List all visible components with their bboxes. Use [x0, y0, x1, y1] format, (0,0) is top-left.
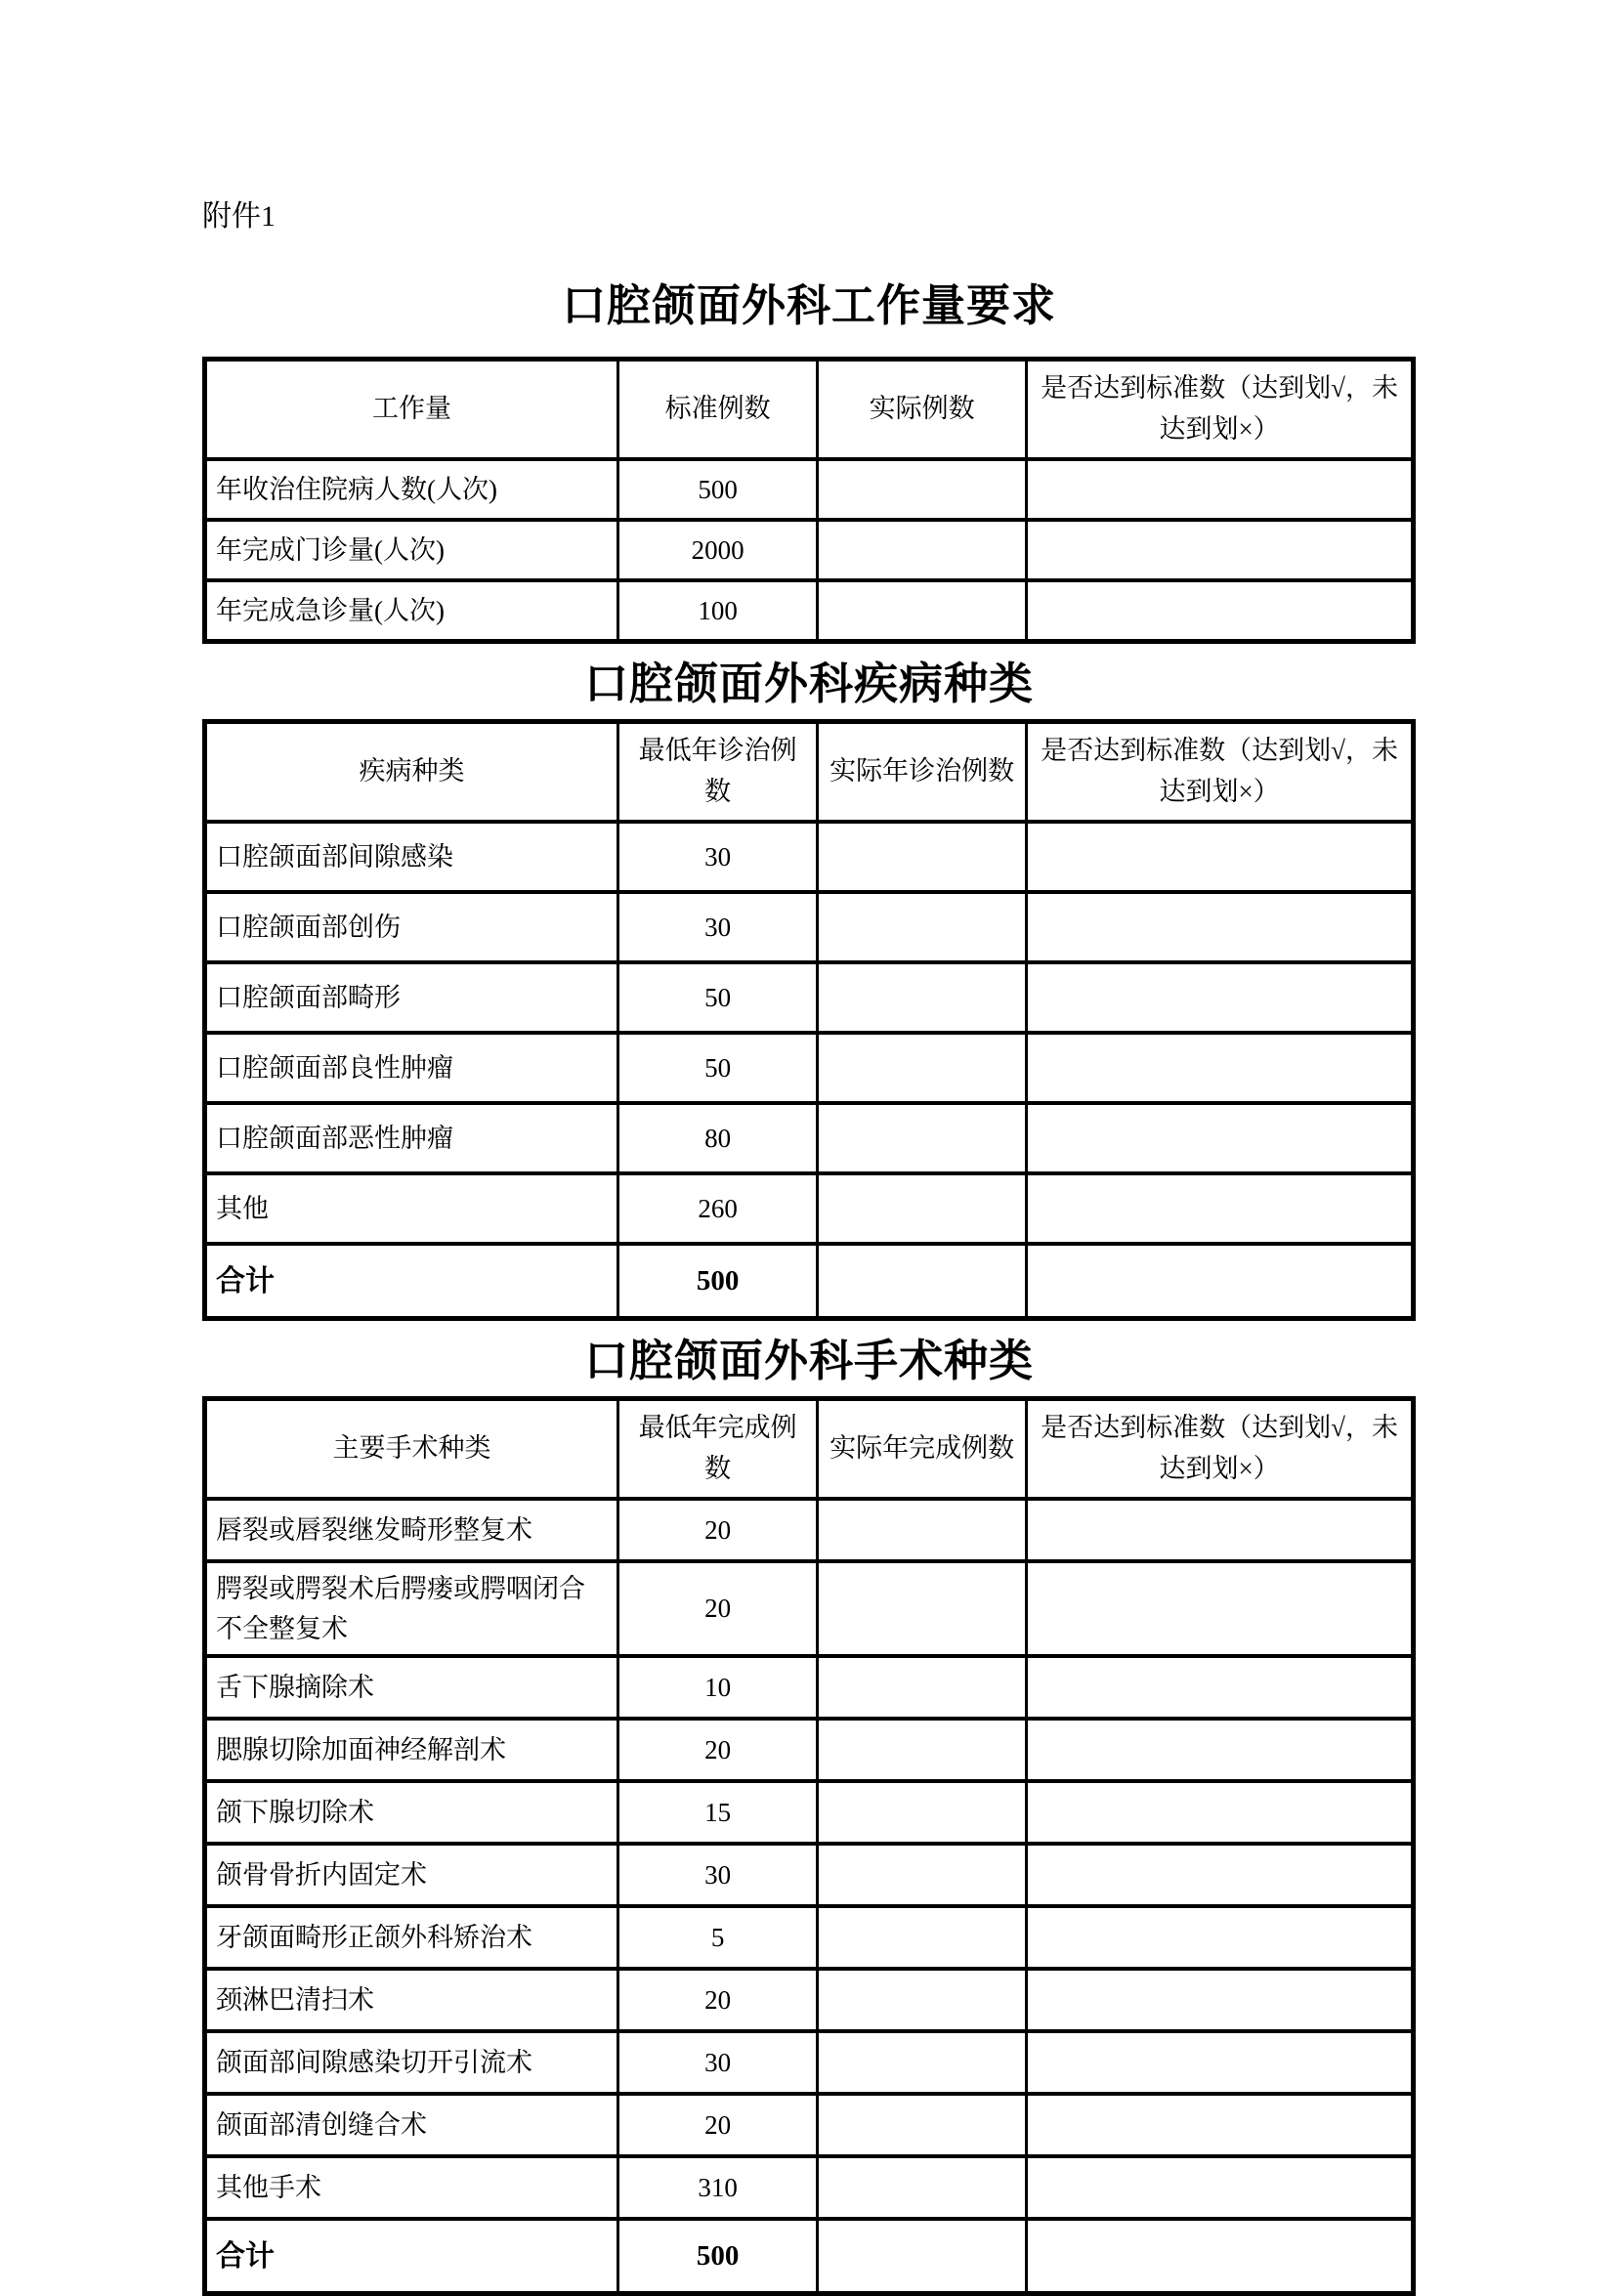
- table-row: [205, 892, 1414, 962]
- met-standard-cell: [1027, 2094, 1414, 2156]
- col-header-standard-cases: 标准例数: [618, 360, 818, 460]
- actual-value-cell: [818, 2031, 1027, 2094]
- standard-value: 5: [618, 1906, 818, 1969]
- met-standard-cell: [1027, 1906, 1414, 1969]
- attachment-label: 附件1: [202, 200, 276, 233]
- document-content: [202, 191, 1416, 2296]
- actual-value-cell: [818, 1244, 1027, 1319]
- met-standard-cell: [1027, 962, 1414, 1033]
- table-row: [205, 1244, 1414, 1319]
- standard-value: 30: [618, 822, 818, 892]
- surgery-table: [202, 1396, 1416, 2296]
- met-standard-cell: [1027, 2156, 1414, 2219]
- table-row: [205, 1033, 1414, 1103]
- standard-value: 50: [618, 962, 818, 1033]
- met-standard-cell: [1027, 1244, 1414, 1319]
- standard-value: 30: [618, 2031, 818, 2094]
- row-label: 合计: [205, 1244, 618, 1319]
- actual-value-cell: [818, 1103, 1027, 1173]
- row-label: 年完成急诊量(人次): [205, 580, 618, 642]
- met-standard-cell: [1027, 822, 1414, 892]
- actual-value-cell: [818, 1499, 1027, 1561]
- standard-value: 15: [618, 1781, 818, 1844]
- col-header-met-standard: 是否达到标准数（达到划√，未达到划×）: [1027, 1399, 1414, 1500]
- table-row: [205, 1499, 1414, 1561]
- col-header-surgery-type: 主要手术种类: [205, 1399, 618, 1500]
- actual-value-cell: [818, 1033, 1027, 1103]
- actual-value-cell: [818, 459, 1027, 520]
- met-standard-cell: [1027, 892, 1414, 962]
- col-header-met-standard: 是否达到标准数（达到划√，未达到划×）: [1027, 360, 1414, 460]
- table-row: [205, 520, 1414, 580]
- workload-header-row: [205, 360, 1414, 460]
- workload-table: [202, 357, 1416, 644]
- row-label: 颌面部清创缝合术: [205, 2094, 618, 2156]
- met-standard-cell: [1027, 459, 1414, 520]
- met-standard-cell: [1027, 2219, 1414, 2294]
- standard-value: 80: [618, 1103, 818, 1173]
- actual-value-cell: [818, 962, 1027, 1033]
- standard-value: 20: [618, 1561, 818, 1656]
- actual-value-cell: [818, 1719, 1027, 1781]
- met-standard-cell: [1027, 1033, 1414, 1103]
- table-row: [205, 1781, 1414, 1844]
- col-header-min-annual-completed: 最低年完成例数: [618, 1399, 818, 1500]
- actual-value-cell: [818, 1969, 1027, 2031]
- table-row: [205, 962, 1414, 1033]
- standard-value: 20: [618, 2094, 818, 2156]
- met-standard-cell: [1027, 1969, 1414, 2031]
- table-row: [205, 580, 1414, 642]
- row-label: 合计: [205, 2219, 618, 2294]
- col-header-actual-annual-cases: 实际年诊治例数: [818, 722, 1027, 823]
- row-label: 颈淋巴清扫术: [205, 1969, 618, 2031]
- disease-table: [202, 719, 1416, 1321]
- row-label: 其他: [205, 1173, 618, 1244]
- row-label: 牙颌面畸形正颌外科矫治术: [205, 1906, 618, 1969]
- col-header-actual-cases: 实际例数: [818, 360, 1027, 460]
- row-label: 唇裂或唇裂继发畸形整复术: [205, 1499, 618, 1561]
- actual-value-cell: [818, 1844, 1027, 1906]
- table-row: [205, 822, 1414, 892]
- col-header-workload: 工作量: [205, 360, 618, 460]
- met-standard-cell: [1027, 580, 1414, 642]
- met-standard-cell: [1027, 1103, 1414, 1173]
- row-label: 其他手术: [205, 2156, 618, 2219]
- actual-value-cell: [818, 580, 1027, 642]
- table-row: [205, 459, 1414, 520]
- met-standard-cell: [1027, 1781, 1414, 1844]
- surgery-header-row: [205, 1399, 1414, 1500]
- standard-value: 500: [618, 459, 818, 520]
- actual-value-cell: [818, 1781, 1027, 1844]
- row-label: 口腔颌面部良性肿瘤: [205, 1033, 618, 1103]
- section-title-diseases: 口腔颌面外科疾病种类: [583, 659, 1034, 708]
- standard-value: 30: [618, 892, 818, 962]
- actual-value-cell: [818, 2094, 1027, 2156]
- table-row: [205, 2031, 1414, 2094]
- table-row: [205, 2156, 1414, 2219]
- actual-value-cell: [818, 1656, 1027, 1719]
- row-label: 腭裂或腭裂术后腭瘘或腭咽闭合不全整复术: [205, 1561, 618, 1656]
- standard-value: 100: [618, 580, 818, 642]
- met-standard-cell: [1027, 1561, 1414, 1656]
- actual-value-cell: [818, 1561, 1027, 1656]
- met-standard-cell: [1027, 1499, 1414, 1561]
- table-row: [205, 1656, 1414, 1719]
- table-row: [205, 1844, 1414, 1906]
- standard-value: 500: [618, 1244, 818, 1319]
- row-label: 颌骨骨折内固定术: [205, 1844, 618, 1906]
- met-standard-cell: [1027, 1656, 1414, 1719]
- standard-value: 20: [618, 1719, 818, 1781]
- section-title-workload: 口腔颌面外科工作量要求: [561, 281, 1056, 330]
- table-row: [205, 1561, 1414, 1656]
- met-standard-cell: [1027, 1719, 1414, 1781]
- table-row: [205, 1906, 1414, 1969]
- standard-value: 20: [618, 1499, 818, 1561]
- actual-value-cell: [818, 892, 1027, 962]
- actual-value-cell: [818, 2219, 1027, 2294]
- table-row: [205, 1103, 1414, 1173]
- met-standard-cell: [1027, 1173, 1414, 1244]
- row-label: 口腔颌面部创伤: [205, 892, 618, 962]
- row-label: 舌下腺摘除术: [205, 1656, 618, 1719]
- col-header-actual-annual-completed: 实际年完成例数: [818, 1399, 1027, 1500]
- actual-value-cell: [818, 1906, 1027, 1969]
- row-label: 颌下腺切除术: [205, 1781, 618, 1844]
- section-title-surgeries: 口腔颌面外科手术种类: [583, 1337, 1034, 1385]
- actual-value-cell: [818, 1173, 1027, 1244]
- standard-value: 10: [618, 1656, 818, 1719]
- table-row: [205, 1173, 1414, 1244]
- standard-value: 50: [618, 1033, 818, 1103]
- actual-value-cell: [818, 520, 1027, 580]
- col-header-met-standard: 是否达到标准数（达到划√，未达到划×）: [1027, 722, 1414, 823]
- table-row: [205, 1969, 1414, 2031]
- row-label: 口腔颌面部畸形: [205, 962, 618, 1033]
- table-row: [205, 2219, 1414, 2294]
- standard-value: 30: [618, 1844, 818, 1906]
- actual-value-cell: [818, 2156, 1027, 2219]
- row-label: 年收治住院病人数(人次): [205, 459, 618, 520]
- row-label: 年完成门诊量(人次): [205, 520, 618, 580]
- standard-value: 310: [618, 2156, 818, 2219]
- col-header-min-annual-cases: 最低年诊治例数: [618, 722, 818, 823]
- row-label: 颌面部间隙感染切开引流术: [205, 2031, 618, 2094]
- disease-header-row: [205, 722, 1414, 823]
- row-label: 口腔颌面部恶性肿瘤: [205, 1103, 618, 1173]
- standard-value: 260: [618, 1173, 818, 1244]
- table-row: [205, 1719, 1414, 1781]
- table-row: [205, 2094, 1414, 2156]
- standard-value: 500: [618, 2219, 818, 2294]
- standard-value: 20: [618, 1969, 818, 2031]
- standard-value: 2000: [618, 520, 818, 580]
- row-label: 口腔颌面部间隙感染: [205, 822, 618, 892]
- met-standard-cell: [1027, 2031, 1414, 2094]
- met-standard-cell: [1027, 520, 1414, 580]
- met-standard-cell: [1027, 1844, 1414, 1906]
- row-label: 腮腺切除加面神经解剖术: [205, 1719, 618, 1781]
- actual-value-cell: [818, 822, 1027, 892]
- col-header-disease-type: 疾病种类: [205, 722, 618, 823]
